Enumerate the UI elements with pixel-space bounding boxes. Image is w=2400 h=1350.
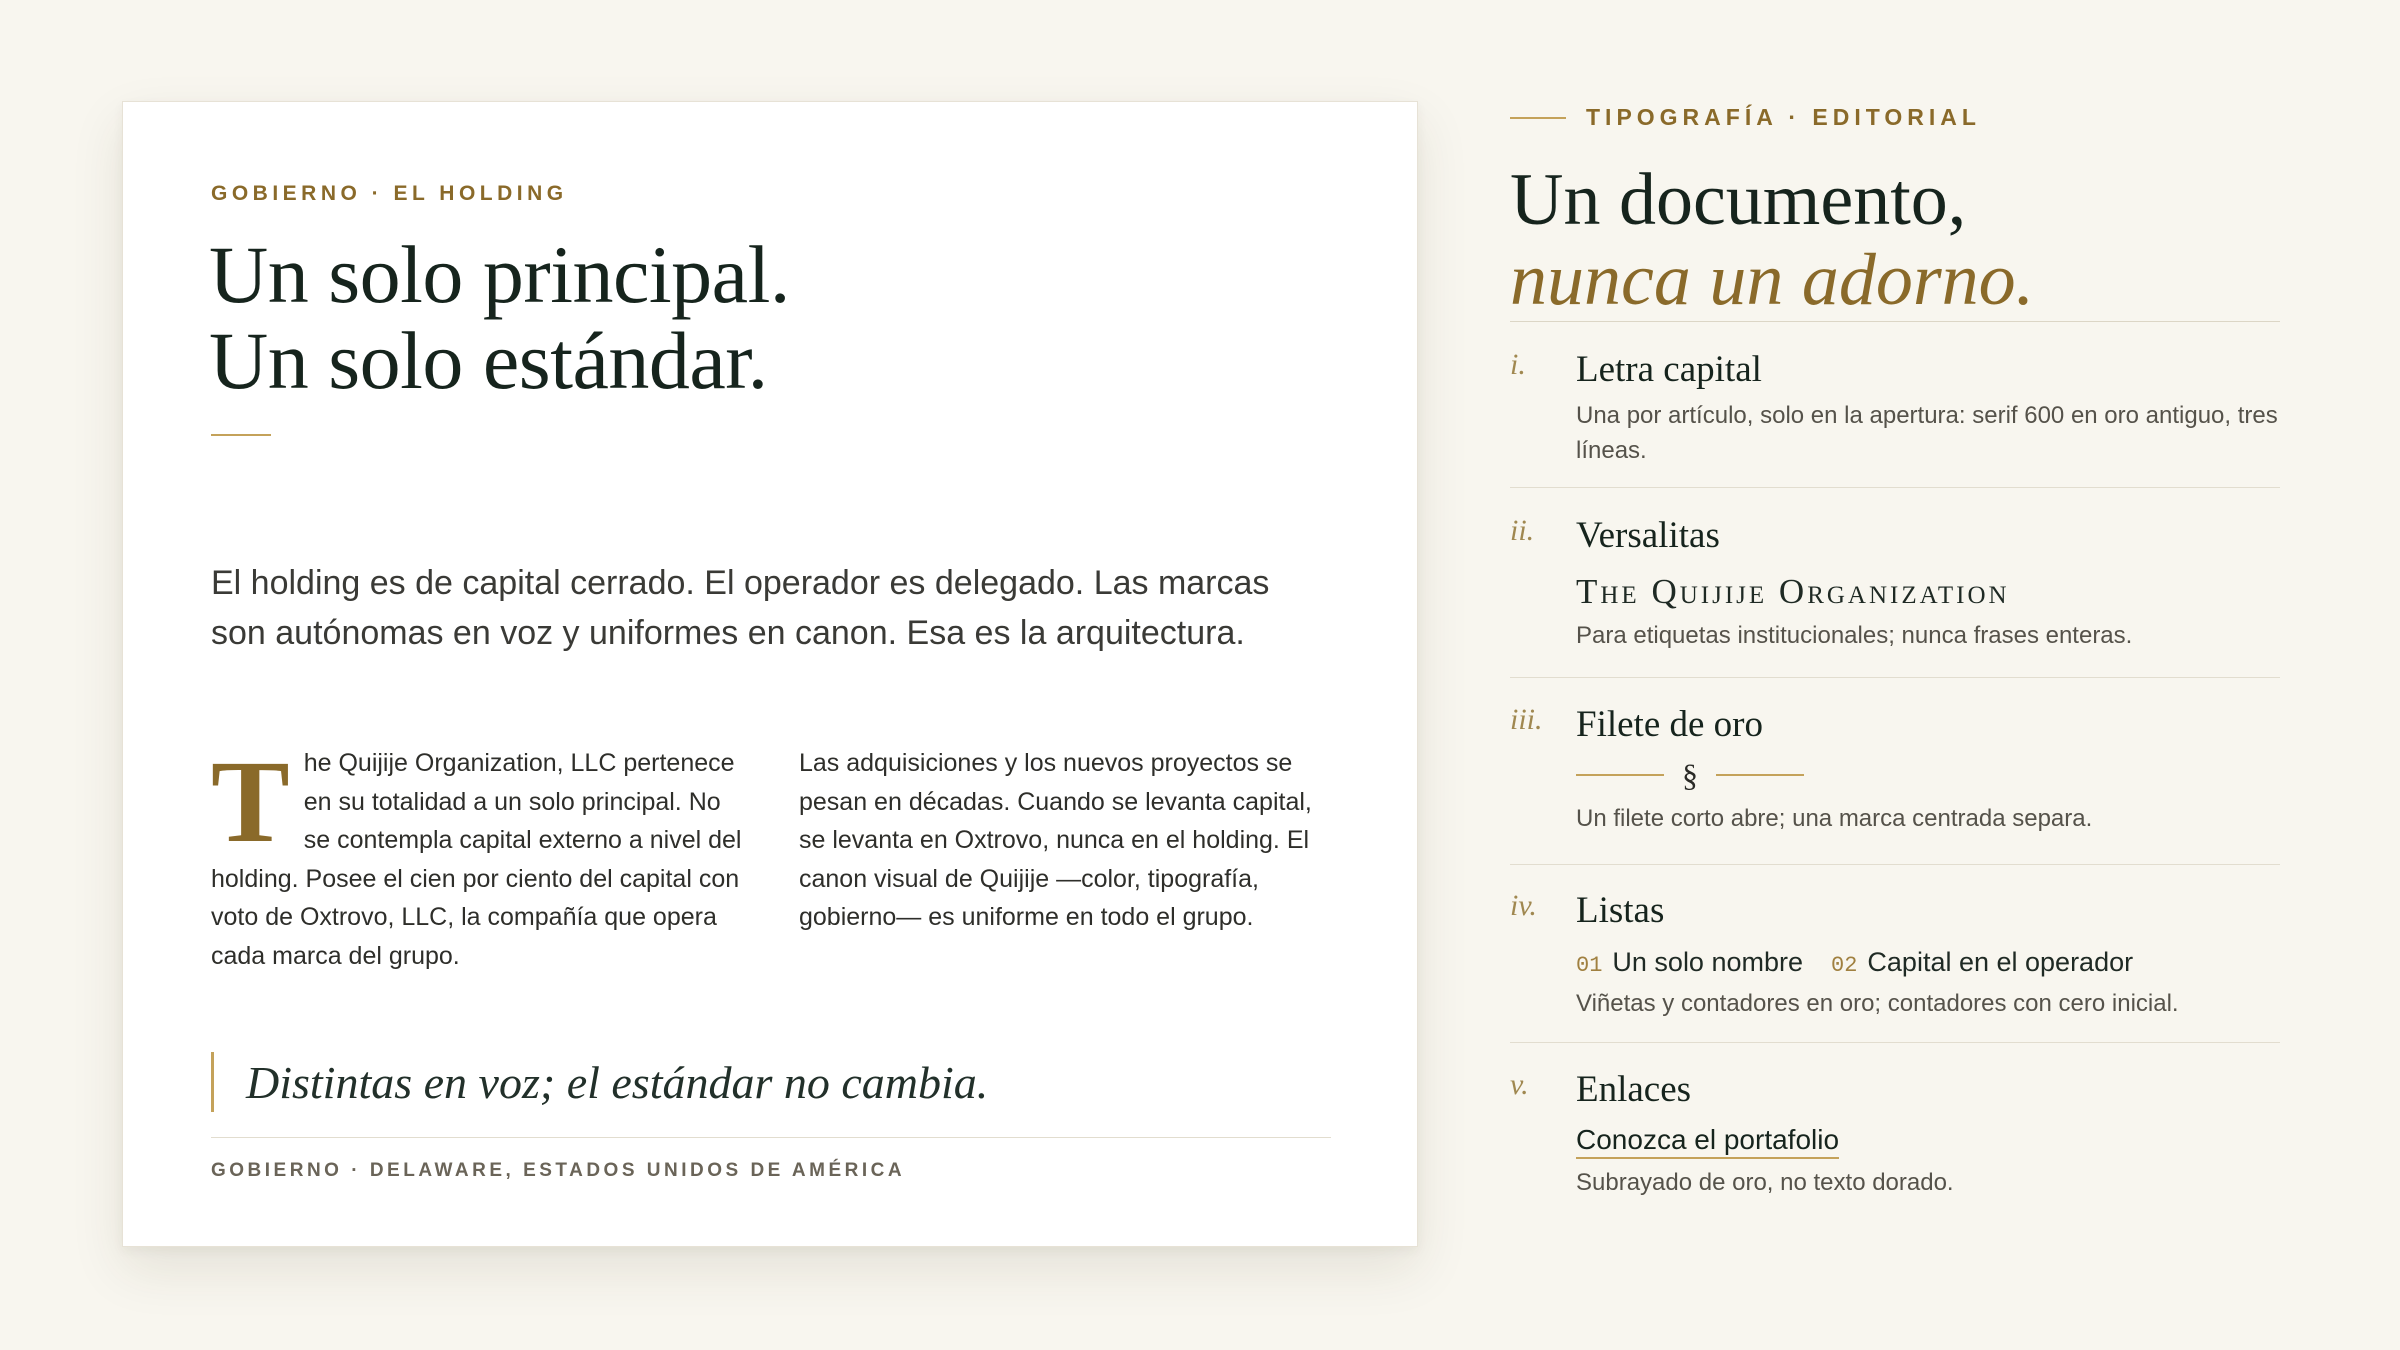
pull-quote	[211, 1052, 988, 1112]
pull-quote-text: Distintas en voz; el estándar no cambia.	[246, 1056, 989, 1108]
item-description: Para etiquetas institucionales; nunca frases enteras.	[1576, 622, 2133, 649]
item-numeral: iv.	[1510, 889, 1537, 922]
item-title: Filete de oro	[1576, 704, 1764, 745]
list-sample-item	[1831, 947, 2133, 978]
item-divider	[1510, 677, 2280, 678]
item-description: Una por artículo, solo en la apertura: serif 600 en oro antiguo, tres líneas.	[1576, 402, 2278, 464]
item-divider	[1510, 864, 2280, 865]
card-title-line-1: Un solo principal.	[209, 229, 790, 320]
side-eyebrow	[1510, 104, 1981, 131]
card-title-line-2: Un solo estándar.	[209, 315, 768, 406]
eyebrow-rule	[1510, 117, 1566, 119]
card-eyebrow: GOBIERNO · EL HOLDING	[211, 182, 568, 205]
card-footer: GOBIERNO · DELAWARE, ESTADOS UNIDOS DE AMÉRICA	[211, 1160, 906, 1181]
item-numeral: v.	[1510, 1068, 1529, 1101]
gold-rule-sample	[1576, 753, 2280, 797]
portfolio-link[interactable]: Conozca el portafolio	[1576, 1124, 1839, 1159]
gold-rule	[211, 434, 271, 436]
list-counter: 02	[1831, 953, 1858, 978]
item-divider	[1510, 1042, 2280, 1043]
body-column-left-text: he Quijije Organization, LLC pertenece en su totalidad a un solo principal. No se contempla capital externo a nivel del holding. Posee el cien por ciento del capital con voto de Oxtrovo, LLC, la compañía que opera cada marca del grupo.	[211, 749, 742, 970]
article-card	[122, 101, 1418, 1247]
side-eyebrow-label: TIPOGRAFÍA · EDITORIAL	[1586, 104, 1981, 130]
list-label: Un solo nombre	[1612, 947, 1804, 977]
card-title	[209, 229, 790, 406]
item-divider	[1510, 487, 2280, 488]
item-title: Enlaces	[1576, 1069, 1692, 1110]
small-caps-sample: The Quijije Organization	[1576, 572, 2010, 611]
item-title: Letra capital	[1576, 349, 1762, 390]
item-description: Viñetas y contadores en oro; contadores con cero inicial.	[1576, 990, 2179, 1017]
item-numeral: iii.	[1510, 703, 1543, 736]
body-column-left	[211, 736, 751, 976]
gold-rule-right	[1716, 774, 1804, 776]
item-description: Un filete corto abre; una marca centrada separa.	[1576, 805, 2093, 832]
gold-rule-left	[1576, 774, 1664, 776]
drop-cap: T	[211, 736, 290, 867]
list-counter: 01	[1576, 953, 1603, 978]
side-title-divider	[1510, 321, 2280, 322]
footer-divider	[211, 1137, 1331, 1138]
lead-paragraph: El holding es de capital cerrado. El operador es delegado. Las marcas son autónomas en voz y uniformes en canon. Esa es la arquitectura.	[211, 564, 1270, 652]
item-numeral: i.	[1510, 348, 1526, 381]
item-title: Listas	[1576, 890, 1665, 931]
item-numeral: ii.	[1510, 514, 1535, 547]
item-title: Versalitas	[1576, 515, 1720, 556]
list-sample-item	[1576, 947, 1803, 978]
side-title-line-2: nunca un adorno.	[1510, 239, 2035, 321]
list-sample	[1576, 947, 2280, 978]
side-title-line-1: Un documento,	[1510, 159, 1967, 241]
body-column-right: Las adquisiciones y los nuevos proyectos se pesan en décadas. Cuando se levanta capital, se levanta en Oxtrovo, nunca en el holding. El canon visual de Quijije —color, tipografía, gobierno— es uniforme en todo el grupo.	[799, 749, 1312, 932]
side-title	[1510, 160, 2034, 320]
item-description: Subrayado de oro, no texto dorado.	[1576, 1169, 1954, 1196]
list-label: Capital en el operador	[1867, 947, 2134, 977]
section-mark-icon: §	[1682, 757, 1698, 793]
